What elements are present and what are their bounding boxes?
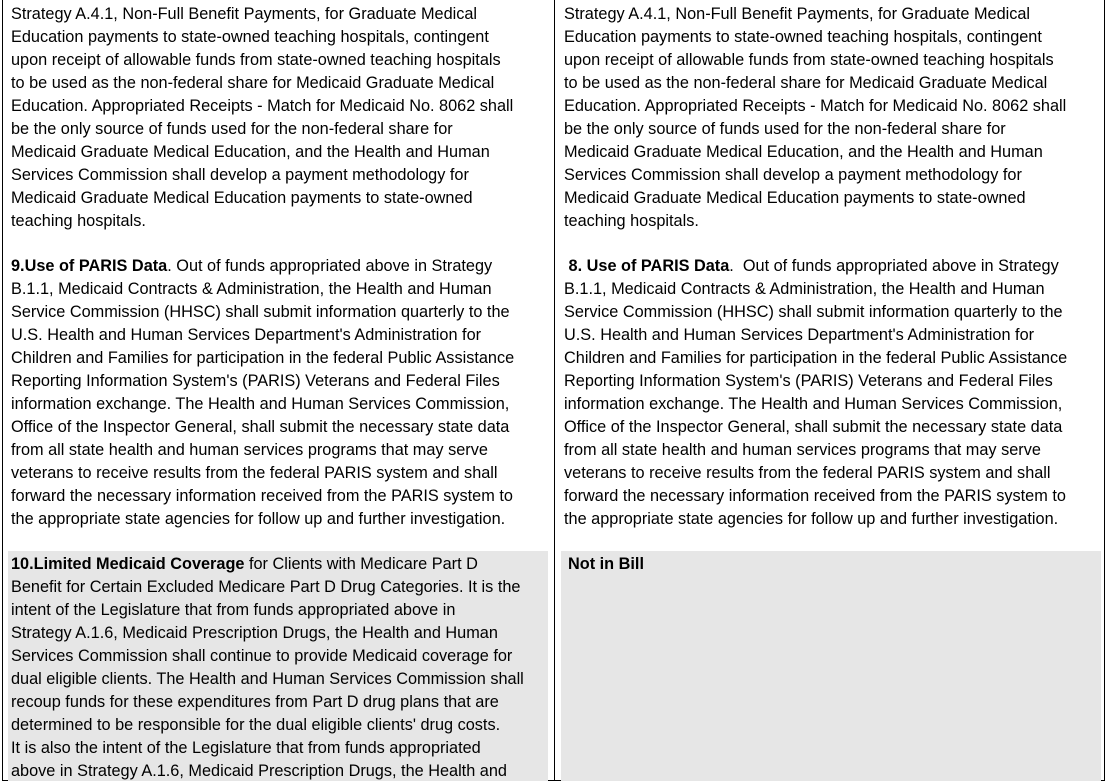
paris-left-paragraph: [11, 255, 514, 531]
top-right-paragraph: [564, 3, 1066, 233]
text-line: forward the necessary information received from the PARIS system to: [11, 487, 513, 505]
text-line: Strategy A.4.1, Non-Full Benefit Payments, for Graduate Medical: [564, 5, 1031, 23]
text-line: Service Commission (HHSC) shall submit information quarterly to the: [11, 303, 510, 321]
text-line: information exchange. The Health and Human Services Commission,: [564, 395, 1063, 413]
text-line: [568, 553, 644, 576]
text-line: Strategy A.4.1, Non-Full Benefit Payments, for Graduate Medical: [11, 5, 478, 23]
right-row-shade: [561, 551, 1101, 781]
text-line: from all state health and human services programs that may serve: [564, 441, 1041, 459]
not-in-bill-label: Not in Bill: [568, 555, 644, 573]
heading-continuation: for Clients with Medicare Part D: [244, 555, 478, 573]
text-line: Education payments to state-owned teaching hospitals, contingent: [11, 28, 489, 46]
text-line: Services Commission shall develop a payment methodology for: [11, 166, 469, 184]
medicare-right-paragraph: [568, 553, 644, 576]
text-line: [564, 255, 1067, 278]
text-line: Education. Appropriated Receipts - Match for Medicaid No. 8062 shall: [11, 97, 514, 115]
text-line: B.1.1, Medicaid Contracts & Administration, the Health and Human: [11, 280, 492, 298]
text-line: dual eligible clients. The Health and Human Services Commission shall: [11, 670, 524, 688]
text-line: to be used as the non-federal share for Medicaid Graduate Medical: [11, 74, 495, 92]
text-line: teaching hospitals.: [564, 212, 699, 230]
text-line: Children and Families for participation in the federal Public Assistance: [11, 349, 515, 367]
text-line: Children and Families for participation in the federal Public Assistance: [564, 349, 1068, 367]
text-line: It is also the intent of the Legislature that from funds appropriated: [11, 739, 481, 757]
heading-continuation: . Out of funds appropriated above in Strategy: [729, 257, 1059, 275]
text-line: above in Strategy A.1.6, Medicaid Prescription Drugs, the Health and: [11, 762, 507, 780]
text-line: Medicaid Graduate Medical Education payments to state-owned: [11, 189, 473, 207]
text-line: Strategy A.1.6, Medicaid Prescription Drugs, the Health and Human: [11, 624, 498, 642]
text-line: Medicaid Graduate Medical Education, and the Health and Human: [564, 143, 1043, 161]
text-line: veterans to receive results from the federal PARIS system and shall: [564, 464, 1051, 482]
text-line: Office of the Inspector General, shall submit the necessary state data: [11, 418, 510, 436]
text-line: U.S. Health and Human Services Department's Administration for: [564, 326, 1035, 344]
heading-continuation: . Out of funds appropriated above in Strategy: [167, 257, 493, 275]
text-line: information exchange. The Health and Human Services Commission,: [11, 395, 510, 413]
text-line: U.S. Health and Human Services Department's Administration for: [11, 326, 482, 344]
text-line: Office of the Inspector General, shall submit the necessary state data: [564, 418, 1063, 436]
paris-right-paragraph: [564, 255, 1067, 531]
text-line: forward the necessary information received from the PARIS system to: [564, 487, 1066, 505]
text-line: Reporting Information System's (PARIS) Veterans and Federal Files: [11, 372, 500, 390]
text-line: Medicaid Graduate Medical Education payments to state-owned: [564, 189, 1026, 207]
text-line: Reporting Information System's (PARIS) Veterans and Federal Files: [564, 372, 1053, 390]
text-line: Services Commission shall develop a payment methodology for: [564, 166, 1022, 184]
text-line: Benefit for Certain Excluded Medicare Part D Drug Categories. It is the: [11, 578, 521, 596]
column-divider: [554, 0, 555, 781]
text-line: upon receipt of allowable funds from state-owned teaching hospitals: [564, 51, 1054, 69]
text-line: [11, 255, 514, 278]
text-line: to be used as the non-federal share for Medicaid Graduate Medical: [564, 74, 1048, 92]
text-line: Education. Appropriated Receipts - Match for Medicaid No. 8062 shall: [564, 97, 1067, 115]
text-line: Service Commission (HHSC) shall submit information quarterly to the: [564, 303, 1063, 321]
text-line: teaching hospitals.: [11, 212, 146, 230]
medicare-left-paragraph: [11, 553, 524, 783]
text-line: [11, 553, 524, 576]
text-line: recoup funds for these expenditures from Part D drug plans that are: [11, 693, 499, 711]
text-line: intent of the Legislature that from funds appropriated above in: [11, 601, 456, 619]
text-line: veterans to receive results from the federal PARIS system and shall: [11, 464, 498, 482]
text-line: the appropriate state agencies for follow up and further investigation.: [564, 510, 1059, 528]
text-line: Services Commission shall continue to provide Medicaid coverage for: [11, 647, 513, 665]
text-line: the appropriate state agencies for follow up and further investigation.: [11, 510, 506, 528]
section-heading: 9.Use of PARIS Data: [11, 257, 168, 275]
text-line: Education payments to state-owned teaching hospitals, contingent: [564, 28, 1042, 46]
text-line: upon receipt of allowable funds from state-owned teaching hospitals: [11, 51, 501, 69]
text-line: Medicaid Graduate Medical Education, and the Health and Human: [11, 143, 490, 161]
top-left-paragraph: [11, 3, 513, 233]
text-line: be the only source of funds used for the non-federal share for: [564, 120, 1006, 138]
text-line: be the only source of funds used for the non-federal share for: [11, 120, 453, 138]
section-heading: 10.Limited Medicaid Coverage: [11, 555, 245, 573]
text-line: from all state health and human services programs that may serve: [11, 441, 488, 459]
section-heading: 8. Use of PARIS Data: [564, 257, 730, 275]
text-line: B.1.1, Medicaid Contracts & Administration, the Health and Human: [564, 280, 1045, 298]
text-line: determined to be responsible for the dual eligible clients' drug costs.: [11, 716, 501, 734]
